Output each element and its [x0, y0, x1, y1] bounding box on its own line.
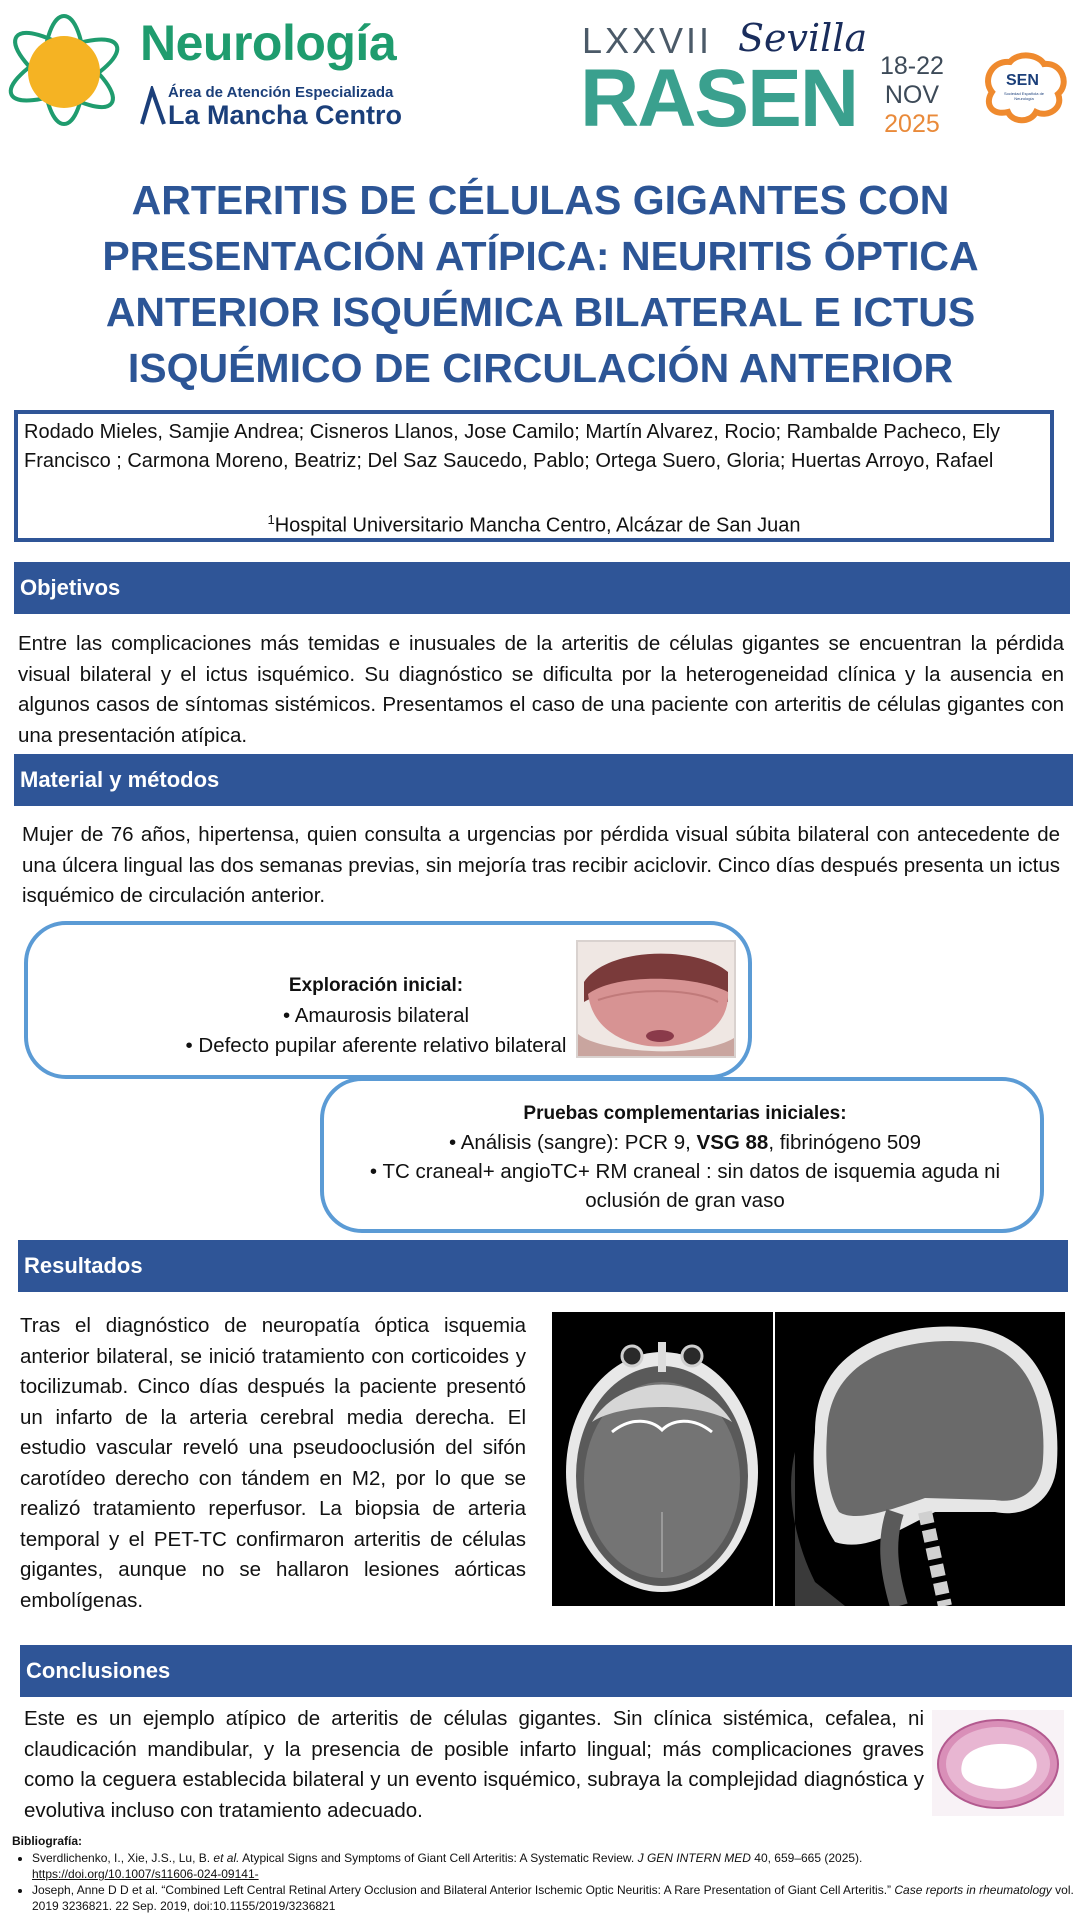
rasen-year: 2025	[884, 110, 940, 138]
ct-sagittal-icon	[775, 1312, 1065, 1606]
rasen-city: Sevilla	[738, 16, 868, 60]
affiliation-mark: 1	[267, 512, 275, 527]
bibliography-item: • Joseph, Anne D D et al. “Combined Left Central Retinal Artery Occlusion and Bilateral Anterior Ischemic Optic Neuritis: A Rare Presentation of Giant Cell Arteritis.” Case reports in rheumatology vol. 2019 3236821. 22 Sep. 2019, doi:10.1155/2019/3236821	[32, 1882, 1081, 1914]
rasen-logo-text: RASEN	[580, 53, 858, 144]
tongue-ulcer-photo	[576, 940, 736, 1058]
exploracion-title: Exploración inicial:	[288, 975, 464, 996]
objetivos-text: Entre las complicaciones más temidas e inusuales de la arteritis de células gigantes se encuentran la pérdida visual bilateral y el ictus isquémico. Su diagnóstico se dificulta por la heterogeneidad clínica y la ausencia en algunos casos de síntomas sistémicos. Presentamos el caso de una paciente con arteritis de células gigantes con una presentación atípica.	[18, 632, 1064, 747]
title-line: ANTERIOR ISQUÉMICA BILATERAL E ICTUS	[105, 289, 976, 335]
neurologia-logo-icon	[0, 14, 128, 126]
ct-axial-icon	[552, 1312, 773, 1606]
rasen-days: 18-22	[880, 52, 944, 80]
exploracion-content	[96, 971, 656, 1061]
pruebas-content	[340, 1099, 1030, 1215]
neurologia-area-text: Área de Atención Especializada	[168, 84, 394, 101]
histology-image	[932, 1710, 1064, 1816]
bibliography-list	[12, 1850, 1081, 1914]
pruebas-item: • Análisis (sangre): PCR 9, VSG 88, fibrinógeno 509	[448, 1131, 922, 1154]
title-line: ARTERITIS DE CÉLULAS GIGANTES CON	[131, 177, 950, 223]
bibliography-link[interactable]: https://doi.org/10.1007/s11606-024-09141-	[32, 1867, 259, 1881]
sen-logo-text: SEN	[1006, 72, 1039, 89]
material-text: Mujer de 76 años, hipertensa, quien consulta a urgencias por pérdida visual súbita bilateral con antecedente de una úlcera lingual las dos semanas previas, sin mejoría tras recibir aciclovir. Cinco días después presenta un ictus isquémico de circulación anterior.	[22, 823, 1060, 907]
section-material-header: Material y métodos	[14, 754, 1073, 806]
pruebas-item: • TC craneal+ angioTC+ RM craneal : sin datos de isquemia aguda ni oclusión de gran vaso	[369, 1160, 1001, 1212]
conclusiones-text: Este es un ejemplo atípico de arteritis de células gigantes. Sin clínica sistémica, cefalea, ni claudicación mandibular, y la presencia de posible infarto lingual; más complicaciones graves como la ceguera establecida bilateral y un evento isquémico, subraya la complejidad diagnóstica y evolutiva incluso con tratamiento adecuado.	[24, 1707, 924, 1822]
resultados-text: Tras el diagnóstico de neuropatía óptica isquemia anterior bilateral, se inició tratamiento con corticoides y tocilizumab. Cinco días después la paciente presentó un infarto de la arteria cerebral media derecha. El estudio vascular reveló una pseudooclusión del sifón carotídeo derecho con tándem en M2, por lo que se realizó tratamiento reperfusor. La biopsia de arteria temporal y el PET-TC confirmaron arteritis de células gigantes, aunque no se hallaron lesiones aórticas embolígenas.	[20, 1314, 526, 1612]
rasen-month: NOV	[884, 81, 940, 109]
poster-title	[60, 172, 1021, 396]
rasen-dates	[880, 52, 944, 139]
affiliation	[24, 505, 1044, 541]
authors-list: Rodado Mieles, Samjie Andrea; Cisneros Llanos, Jose Camilo; Martín Alvarez, Rocio; Rambalde Pacheco, Ely Francisco ; Carmona Moreno, Beatriz; Del Saz Saucedo, Pablo; Ortega Suero, Gloria; Huertas Arroyo, Rafael	[24, 421, 1001, 472]
ct-sagittal-image	[775, 1312, 1065, 1606]
vsg-value: VSG 88	[696, 1131, 769, 1154]
neurologia-center-icon	[140, 86, 166, 126]
section-conclusiones-header: Conclusiones	[20, 1645, 1072, 1697]
title-line: ISQUÉMICO DE CIRCULACIÓN ANTERIOR	[127, 345, 954, 391]
neurologia-center-text: La Mancha Centro	[168, 100, 403, 130]
exploracion-item: • Defecto pupilar aferente relativo bilateral	[185, 1034, 567, 1057]
bibliography-item: • Sverdlichenko, I., Xie, J.S., Lu, B. et al. Atypical Signs and Symptoms of Giant Cell Arteritis: A Systematic Review. J GEN INTERN MED 40, 659–665 (2025). https://doi.org/10.1007/s11606-024-09141-	[32, 1850, 1081, 1882]
histology-artery-icon	[932, 1710, 1064, 1816]
neurologia-logo-text: Neurología	[140, 15, 397, 71]
bibliography-heading: Bibliografía:	[12, 1834, 83, 1848]
sen-logo-subtext: Sociedad Española de Neurología	[1003, 91, 1045, 101]
exploracion-item: • Amaurosis bilateral	[282, 1004, 470, 1027]
section-resultados-header: Resultados	[18, 1240, 1068, 1292]
pruebas-title: Pruebas complementarias iniciales:	[523, 1103, 847, 1124]
rasen-edition: LXXVII	[582, 20, 713, 61]
tongue-image-icon	[578, 942, 734, 1056]
ct-axial-image	[552, 1312, 773, 1606]
title-line: PRESENTACIÓN ATÍPICA: NEURITIS ÓPTICA	[102, 233, 979, 279]
section-objetivos-header: Objetivos	[14, 562, 1070, 614]
affiliation-text: Hospital Universitario Mancha Centro, Alcázar de San Juan	[274, 514, 801, 537]
